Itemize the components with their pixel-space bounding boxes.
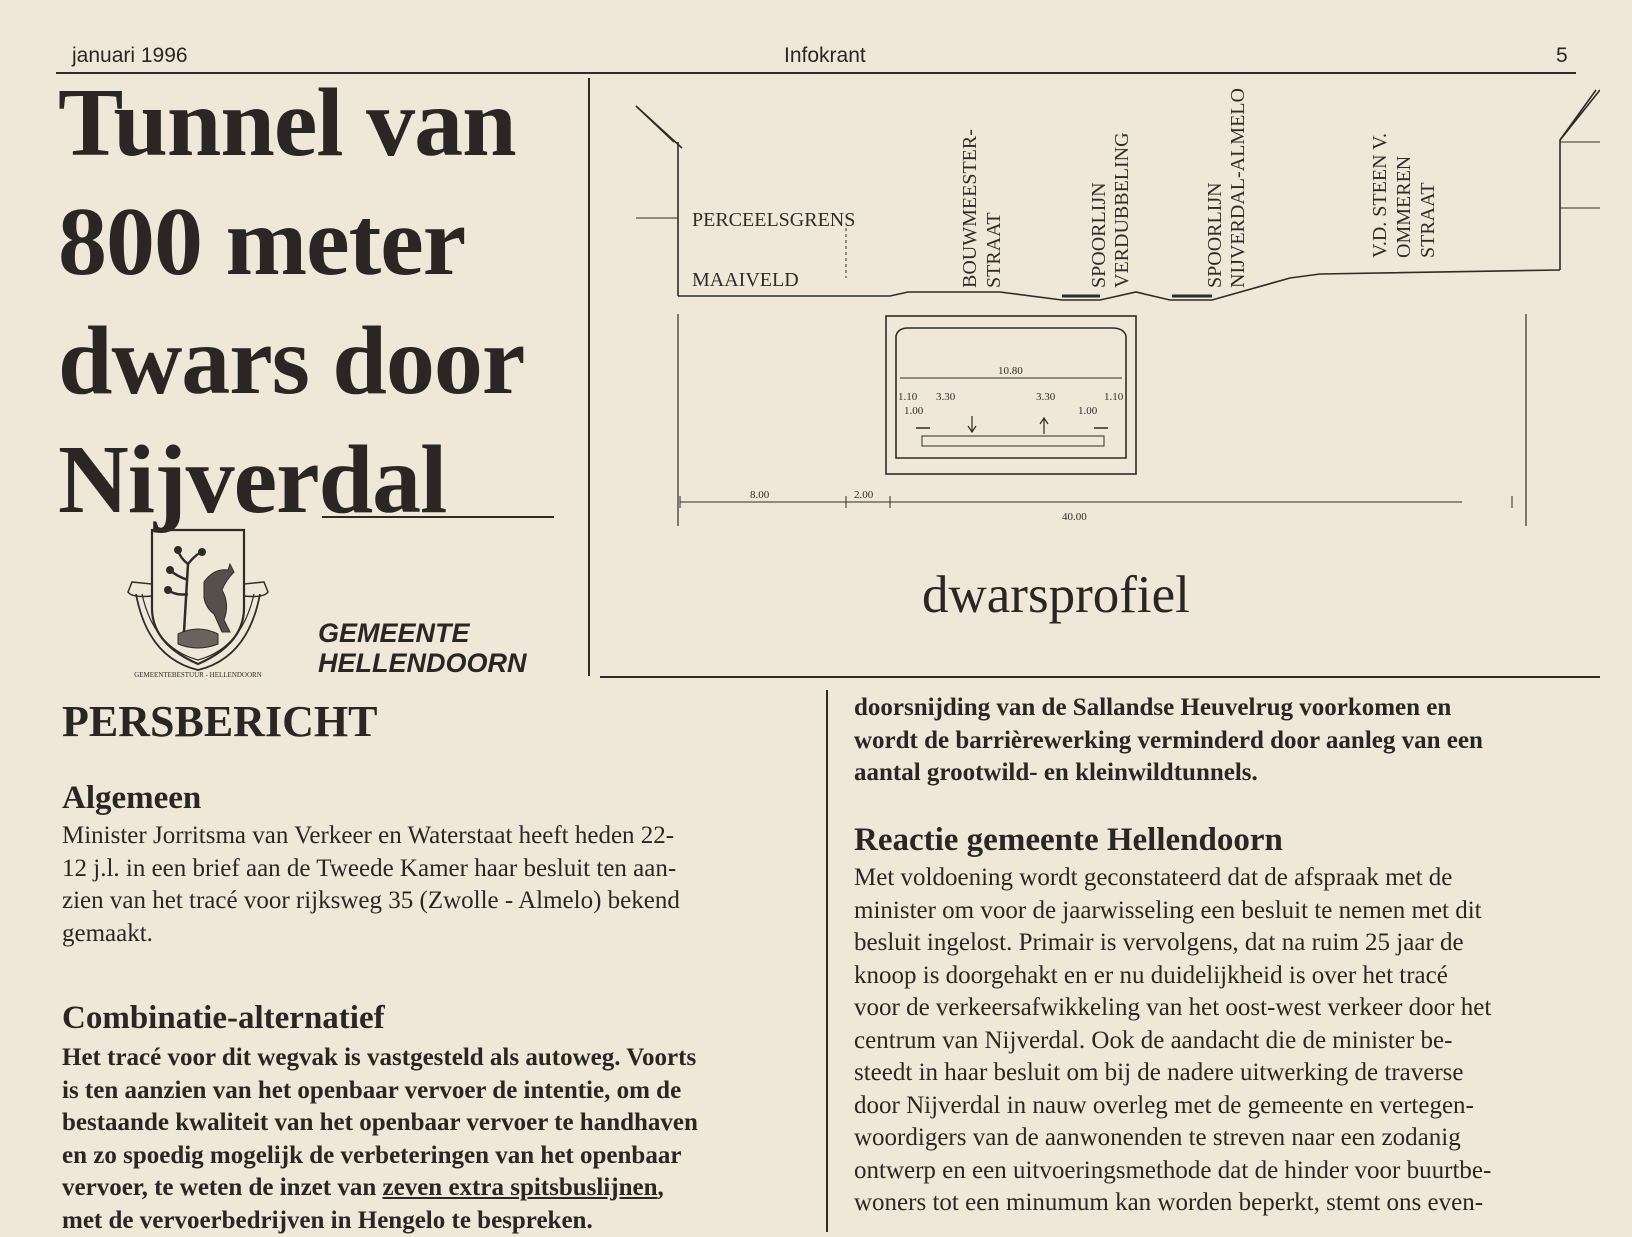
- text-line: zien van het tracé voor rijksweg 35 (Zwolle - Almelo) bekend: [62, 885, 802, 918]
- coat-of-arms-icon: [118, 524, 278, 684]
- headline-line: Nijverdal: [58, 421, 578, 540]
- label-bouwmeester-2: STRAAT: [983, 212, 1005, 288]
- text-line: steedt in haar besluit om bij de nadere uitwerking de traverse: [854, 1057, 1596, 1090]
- article-title: PERSBERICHT: [62, 696, 377, 747]
- dim-330-left: 3.30: [936, 391, 956, 403]
- column-rule-top: [588, 78, 590, 676]
- continuation-paragraph: [854, 692, 1596, 790]
- dim-330-right: 3.30: [1036, 391, 1056, 403]
- dim-200: 2.00: [854, 489, 874, 501]
- section-heading-reactie: Reactie gemeente Hellendoorn: [854, 822, 1283, 859]
- combinatie-paragraph: [62, 1042, 802, 1237]
- text-line: is ten aanzien van het openbaar vervoer de intentie, om de: [62, 1075, 802, 1108]
- text-line: en zo spoedig mogelijk de verbeteringen van het openbaar: [62, 1140, 802, 1173]
- underlined-text: zeven extra spitsbuslijnen: [383, 1174, 658, 1201]
- headline-line: dwars door: [58, 302, 578, 421]
- text-line: 12 j.l. in een brief aan de Tweede Kamer haar besluit ten aan-: [62, 853, 802, 886]
- text-line: ontwerp en een uitvoeringsmethode dat de hinder voor buurtbe-: [854, 1155, 1596, 1188]
- text-line: Met voldoening wordt geconstateerd dat de afspraak met de: [854, 862, 1596, 895]
- text-line: woners tot een minumum kan worden beperkt, stemt ons even-: [854, 1187, 1596, 1220]
- reactie-paragraph: [854, 862, 1596, 1220]
- section-heading-combinatie: Combinatie-alternatief: [62, 1000, 385, 1037]
- text-line: minister om voor de jaarwisseling een besluit te nemen met dit: [854, 895, 1596, 928]
- label-spoorlijn-v-2: VERDUBBELING: [1111, 132, 1133, 288]
- label-vd-steen-2: OMMEREN: [1393, 156, 1415, 258]
- text-line: gemaakt.: [62, 918, 802, 951]
- headline-line: 800 meter: [58, 183, 578, 302]
- text-segment: ,: [658, 1174, 664, 1201]
- headline: [58, 64, 578, 540]
- dim-800: 8.00: [750, 489, 770, 501]
- label-spoorlijn-n-2: NIJVERDAL-ALMELO: [1227, 88, 1249, 288]
- text-line: Het tracé voor dit wegvak is vastgesteld als autoweg. Voorts: [62, 1042, 802, 1075]
- section-heading-algemeen: Algemeen: [62, 780, 201, 817]
- dim-4000: 40.00: [1062, 511, 1087, 523]
- publication-name: Infokrant: [784, 44, 866, 68]
- text-line: besluit ingelost. Primair is vervolgens, dat na ruim 25 jaar de: [854, 927, 1596, 960]
- text-line: met de vervoerbedrijven in Hengelo te bespreken.: [62, 1205, 802, 1237]
- text-line: aantal grootwild- en kleinwildtunnels.: [854, 757, 1596, 790]
- algemeen-paragraph: [62, 820, 802, 950]
- text-line: knoop is doorgehakt en er nu duidelijkheid is over het tracé: [854, 960, 1596, 993]
- text-line: [62, 1172, 802, 1205]
- dim-100-left: 1.00: [904, 405, 924, 417]
- cross-section-diagram: [600, 78, 1600, 548]
- column-rule-bottom: [826, 690, 828, 1232]
- label-perceelsgrens: PERCEELSGRENS: [692, 209, 855, 231]
- dim-100-right: 1.00: [1078, 405, 1098, 417]
- dim-110-left: 1.10: [898, 391, 918, 403]
- diagram-bottom-rule: [600, 676, 1600, 678]
- label-spoorlijn-n-1: SPOORLIJN: [1204, 182, 1226, 288]
- municipality-line: GEMEENTE: [318, 618, 527, 648]
- text-line: wordt de barrièrewerking verminderd door aanleg van een: [854, 725, 1596, 758]
- municipality-line: HELLENDOORN: [318, 648, 527, 678]
- text-line: bestaande kwaliteit van het openbaar vervoer te handhaven: [62, 1107, 802, 1140]
- label-maaiveld: MAAIVELD: [692, 269, 799, 291]
- headline-line: Tunnel van: [58, 64, 578, 183]
- issue-date: januari 1996: [72, 44, 188, 68]
- dim-110-right: 1.10: [1104, 391, 1124, 403]
- text-line: doorsnijding van de Sallandse Heuvelrug voorkomen en: [854, 692, 1596, 725]
- text-segment: vervoer, te weten de inzet van: [62, 1174, 383, 1201]
- label-vd-steen-1: V.D. STEEN V.: [1369, 133, 1391, 258]
- text-line: door Nijverdal in nauw overleg met de gemeente en vertegen-: [854, 1090, 1596, 1123]
- label-spoorlijn-v-1: SPOORLIJN: [1088, 182, 1110, 288]
- text-line: voor de verkeersafwikkeling van het oost-west verkeer door het: [854, 992, 1596, 1025]
- text-line: woordigers van de aanwonenden te streven naar een zodanig: [854, 1122, 1596, 1155]
- page-number: 5: [1556, 44, 1568, 68]
- seal-text: GEMEENTEBESTUUR - HELLENDOORN: [134, 671, 262, 679]
- municipality-name: [318, 618, 527, 678]
- diagram-caption: dwarsprofiel: [922, 565, 1190, 625]
- dim-tunnel-width: 10.80: [998, 365, 1023, 377]
- text-line: Minister Jorritsma van Verkeer en Waterstaat heeft heden 22-: [62, 820, 802, 853]
- label-vd-steen-3: STRAAT: [1417, 182, 1439, 258]
- label-bouwmeester-1: BOUWMEESTER-: [959, 129, 981, 288]
- text-line: centrum van Nijverdal. Ook de aandacht die de minister be-: [854, 1025, 1596, 1058]
